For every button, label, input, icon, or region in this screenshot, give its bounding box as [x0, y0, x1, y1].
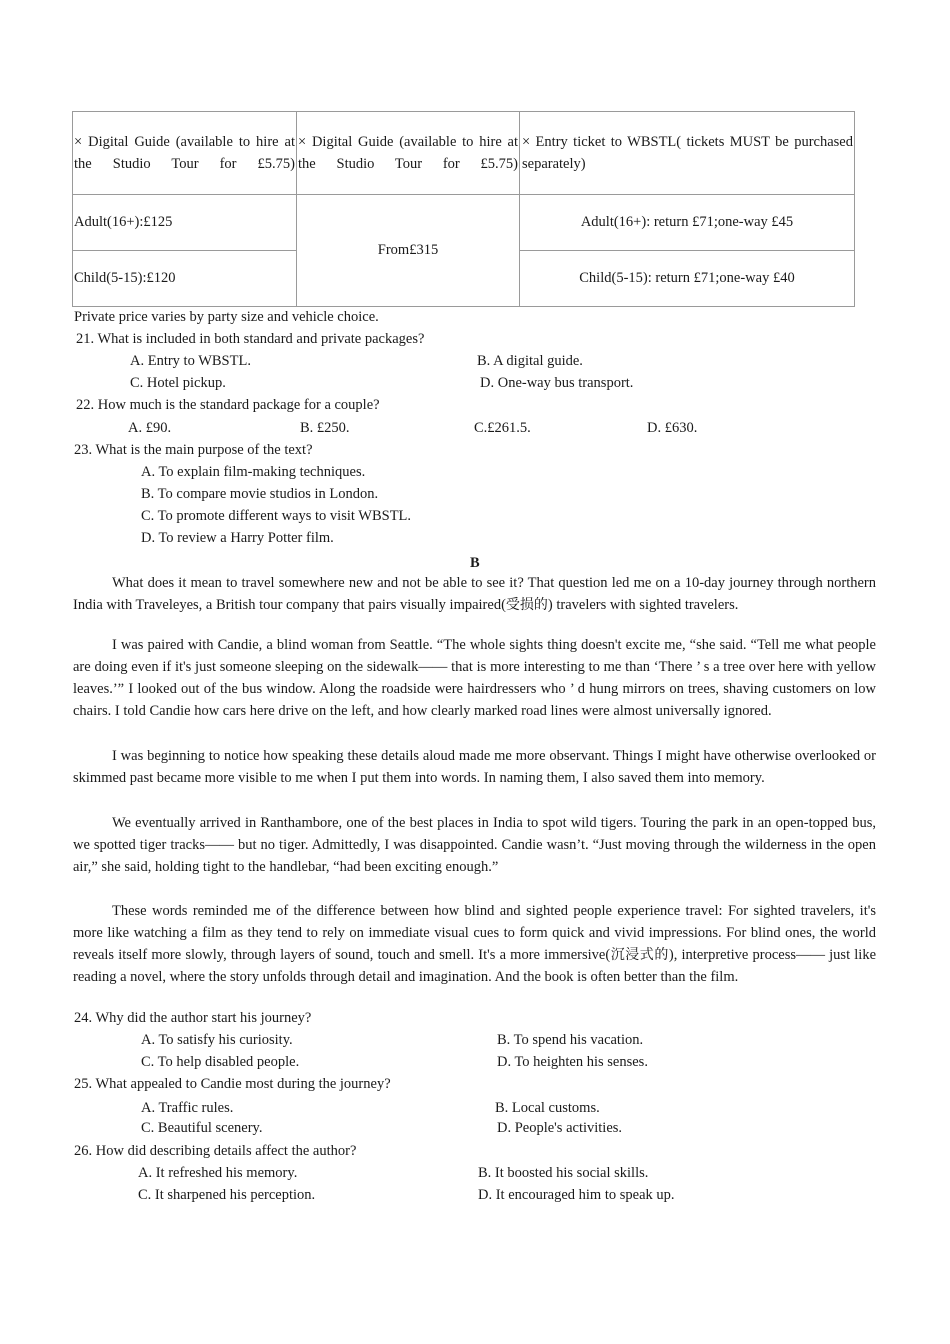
q21-option-c: C. Hotel pickup.	[130, 375, 226, 391]
p1-text-a: What does it mean to travel somewhere new and not be able to see it? That question led me on a 10-day journey through northern India with Traveleyes, a British tour company that pairs visually impaired(	[73, 575, 876, 613]
q26-option-c: C. It sharpened his perception.	[138, 1187, 316, 1203]
q24-option-b: B. To spend his vacation.	[497, 1032, 644, 1048]
q23-option-c: C. To promote different ways to visit WBSTL.	[141, 508, 412, 524]
q24-option-c: C. To help disabled people.	[141, 1054, 300, 1070]
price-table-header-row	[73, 112, 855, 195]
q22-option-b: B. £250.	[300, 420, 350, 436]
p5-text-b: ), interpretive process—— just like reading a novel, where the story unfolds through detail and imagination. And the book is often better than the film.	[73, 947, 877, 985]
q23-option-d: D. To review a Harry Potter film.	[141, 530, 334, 546]
price-table	[72, 111, 855, 307]
q21-option-d: D. One-way bus transport.	[480, 375, 634, 391]
standard-adult-price: Adult(16+):£125	[73, 195, 297, 251]
q21-option-a: A. Entry to WBSTL.	[130, 353, 251, 369]
q24-option-a: A. To satisfy his curiosity.	[141, 1032, 293, 1048]
price-row-adult	[73, 195, 855, 251]
bus-adult-price: Adult(16+): return £71;one-way £45	[520, 195, 855, 251]
q26-option-d: D. It encouraged him to speak up.	[478, 1187, 675, 1203]
q26-option-a: A. It refreshed his memory.	[138, 1165, 298, 1181]
passage-paragraph-5	[73, 900, 876, 988]
passage-paragraph-4: We eventually arrived in Ranthambore, one of the best places in India to spot wild tigers. Touring the park in an open-topped bus, we spotted tiger tracks—— but no tiger. Admittedly, I was disappointed. Candie wasn’t. “Just moving through the wilderness in the open air,” she said, holding tight to the handlebar, “had been exciting enough.”	[73, 815, 876, 875]
q22-option-a: A. £90.	[128, 420, 172, 436]
q23-option-a: A. To explain film-making techniques.	[141, 464, 366, 480]
q25-option-a: A. Traffic rules.	[141, 1100, 234, 1116]
passage-paragraph-2: I was paired with Candie, a blind woman from Seattle. “The whole sights thing doesn't excite me, “she said. “Tell me what people are doing even if it's just someone sleeping on the sidewalk—— that is more interesting to me than ‘There ’ s a tree over here with yellow leaves.’” I looked out of the bus window. Along the roadside were hairdressers who ’ d hung mirrors on trees, shaving customers on low chairs. I told Candie how cars here drive on the left, and how clearly marked road lines were almost universally ignored.	[73, 637, 876, 719]
q25-option-b: B. Local customs.	[495, 1100, 600, 1116]
header-standard: × Digital Guide (available to hire at the Studio Tour for £5.75)	[73, 112, 297, 195]
bus-child-price: Child(5-15): return £71;one-way £40	[520, 251, 855, 307]
q22-option-c: C.£261.5.	[474, 420, 531, 436]
private-price: From£315	[297, 195, 520, 307]
question-26-stem: 26. How did describing details affect the author?	[74, 1143, 357, 1159]
q25-option-c: C. Beautiful scenery.	[141, 1120, 263, 1136]
q23-option-b: B. To compare movie studios in London.	[141, 486, 379, 502]
header-bus: × Entry ticket to WBSTL( tickets MUST be purchased separately)	[520, 112, 855, 195]
p1-chinese-gloss: 受损的	[505, 597, 548, 613]
p5-chinese-gloss: 沉浸式的	[610, 947, 669, 963]
passage-paragraph-3: I was beginning to notice how speaking these details aloud made me more observant. Things I might have otherwise overlooked or skimmed past became more visible to me when I put them into words. In naming them, I also saved them into memory.	[73, 748, 876, 786]
q21-option-b: B. A digital guide.	[477, 353, 583, 369]
question-21-stem: 21. What is included in both standard and private packages?	[76, 331, 425, 347]
question-23-stem: 23. What is the main purpose of the text?	[74, 442, 313, 458]
p1-text-b: ) travelers with sighted travelers.	[547, 597, 739, 613]
question-24-stem: 24. Why did the author start his journey?	[74, 1010, 312, 1026]
question-25-stem: 25. What appealed to Candie most during the journey?	[74, 1076, 391, 1092]
passage-paragraph-1	[73, 572, 876, 616]
q22-option-d: D. £630.	[647, 420, 698, 436]
header-private: × Digital Guide (available to hire at the Studio Tour for £5.75)	[297, 112, 520, 195]
p5-text-a: These words reminded me of the difference between how blind and sighted people experience travel: For sighted travelers, it's more like watching a film as they tend to rely on immediate visual cues to form quick and vivid impressions. For blind ones, the world reveals itself more slowly, through layers of sound, touch and smell. It's a more immersive(	[73, 903, 876, 963]
q24-option-d: D. To heighten his senses.	[497, 1054, 648, 1070]
section-heading: B	[470, 555, 480, 571]
q26-option-b: B. It boosted his social skills.	[478, 1165, 649, 1181]
price-note: Private price varies by party size and vehicle choice.	[74, 309, 379, 325]
standard-child-price: Child(5-15):£120	[73, 251, 297, 307]
question-22-stem: 22. How much is the standard package for a couple?	[76, 397, 380, 413]
q25-option-d: D. People's activities.	[497, 1120, 623, 1136]
